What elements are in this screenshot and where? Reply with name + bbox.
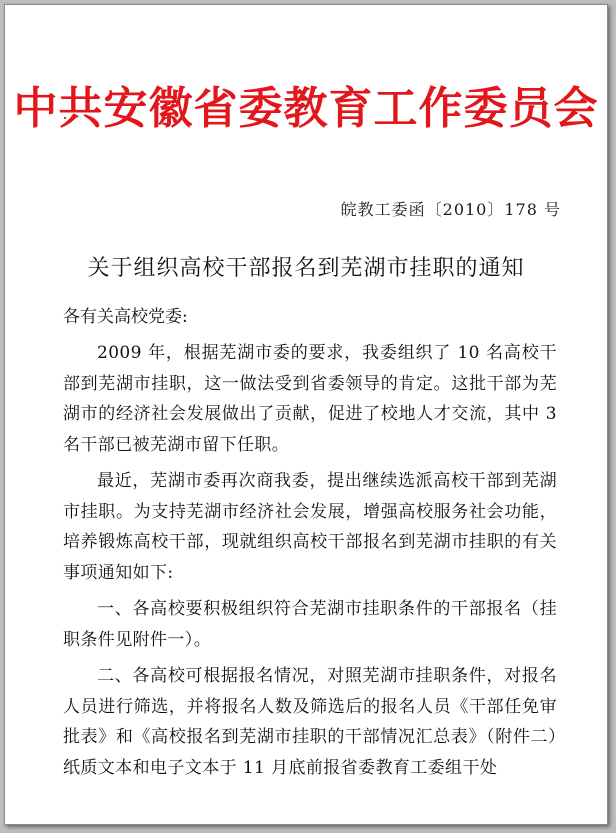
document-number: 皖教工委函〔2010〕178 号: [340, 200, 561, 219]
paragraph-1: 2009 年，根据芜湖市委的要求，我委组织了 10 名高校干部到芜湖市挂职，这一做法受到省委领导的肯定。这批干部为芜湖市的经济社会发展做出了贡献，促进了校地人才交流，其中 3 名干部已被芜湖市留下任职。: [63, 343, 557, 455]
document-body: [63, 338, 557, 789]
letterhead: 中共安徽省委教育工作委员会: [13, 83, 599, 134]
paragraph-3: 一、各高校要积极组织符合芜湖市挂职条件的干部报名（挂职条件见附件一）。: [63, 599, 557, 650]
document-page: [4, 4, 608, 825]
salutation: 各有关高校党委:: [63, 307, 188, 327]
paragraph-4: 二、各高校可根据报名情况，对照芜湖市挂职条件，对报名人员进行筛选，并将报名人数及筛选后的报名人员《干部任免审批表》和《高校报名到芜湖市挂职的干部情况汇总表》（附件二）纸质文本和电子文本于 11 月底前报省委教育工委组干处: [63, 666, 557, 778]
paragraph-2: 最近，芜湖市委再次商我委，提出继续选派高校干部到芜湖市挂职。为支持芜湖市经济社会发展，增强高校服务社会功能，培养锻炼高校干部，现就组织高校干部报名到芜湖市挂职的有关事项通知如下:: [63, 471, 557, 583]
document-title: 关于组织高校干部报名到芜湖市挂职的通知: [87, 256, 525, 281]
